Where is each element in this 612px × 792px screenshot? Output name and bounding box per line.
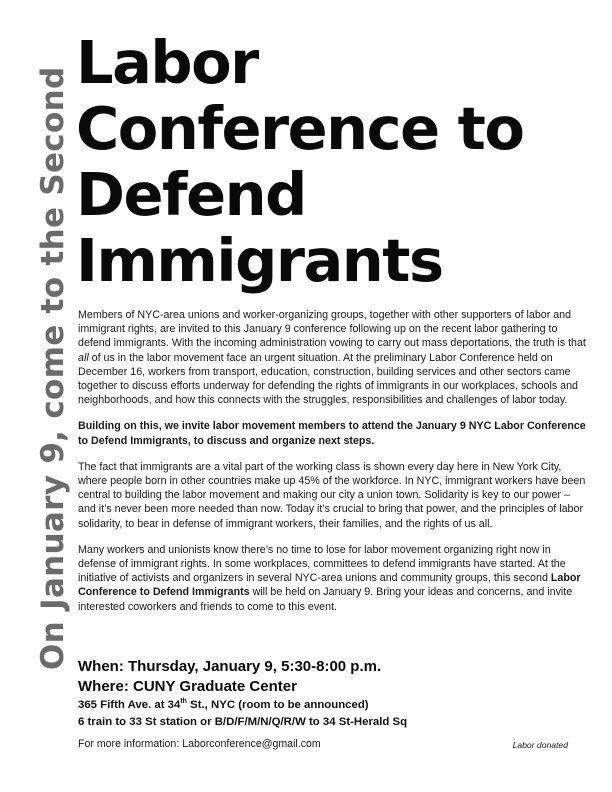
event-transit: 6 train to 33 St station or B/D/F/M/N/Q/R/W to 34 St-Herald Sq: [78, 716, 408, 728]
title-line-4: Immigrants: [76, 226, 443, 295]
labor-donated-note: Labor donated: [512, 740, 568, 750]
address-superscript: th: [180, 698, 187, 706]
intro-text-b: of us in the labor movement face an urgent situation. At the preliminary Labor Conference held on December 16, workers from transport, education, construction, building services and other sectors came together to discuss efforts underway for defending the rights of immigrants in our workplaces, schools and neighborhoods, and how this connects with the struggles, responsibilities and challenges of labor today.: [78, 351, 579, 407]
conference-name: Labor Conference to Defend Immigrants: [78, 572, 581, 599]
event-address: [78, 697, 586, 714]
title-line-2: Conference to: [76, 94, 524, 163]
organizing-text-a: Many workers and unionists know there’s no time to lose for labor movement organizing right now in defense of immigrant rights. In some workplaces, committees to defend immigrants have started. At the initiative of activists and organizers in several NYC-area unions and community groups, this second: [78, 543, 566, 585]
paragraph-solidarity: The fact that immigrants are a vital part of the working class is shown every day here in New York City, where people born in other countries make up 45% of the workforce. In NYC, immigrant workers have been central to building the labor movement and making our city a union town. Solidarity is key to our power – and it’s never been more needed than now. Today it’s crucial to bring that power, and the principles of labor solidarity, to bear in defense of immigrant workers, their families, and the rights of us all.: [78, 460, 586, 530]
organizing-text-b: will be held on January 9. Bring your ideas and concerns, and invite interested coworkers and friends to come to this event.: [78, 586, 573, 613]
contact-info: For more information: Laborconference@gmail.com: [78, 738, 321, 750]
paragraph-intro: [78, 308, 586, 407]
event-details: [78, 657, 586, 731]
footer: [78, 738, 568, 750]
paragraph-invitation: Building on this, we invite labor movement members to attend the January 9 NYC Labor Conference to Defend Immigrants, to discuss and organize next steps.: [78, 420, 586, 447]
address-text-b: St., NYC (room to be announced): [186, 699, 369, 711]
paragraph-organizing: [78, 543, 586, 614]
intro-emphasis: all: [78, 351, 89, 364]
title-line-1: Labor: [76, 28, 258, 97]
body-text: [78, 308, 586, 626]
intro-text-a: Members of NYC-area unions and worker-organizing groups, together with other supporters of labor and immigrant rights, are invited to this January 9 conference following up on the recent labor gathering to defend immigrants. With the incoming administration vowing to carry out mass deportations, the truth is that: [78, 309, 586, 350]
title-line-3: Defend: [76, 160, 306, 229]
event-where: Where: CUNY Graduate Center: [78, 678, 297, 695]
side-banner: On January 9, come to the Second: [35, 66, 71, 670]
address-text-a: 365 Fifth Ave. at 34: [78, 699, 181, 711]
page-title: [76, 30, 596, 294]
event-when: When: Thursday, January 9, 5:30-8:00 p.m.: [78, 658, 382, 675]
